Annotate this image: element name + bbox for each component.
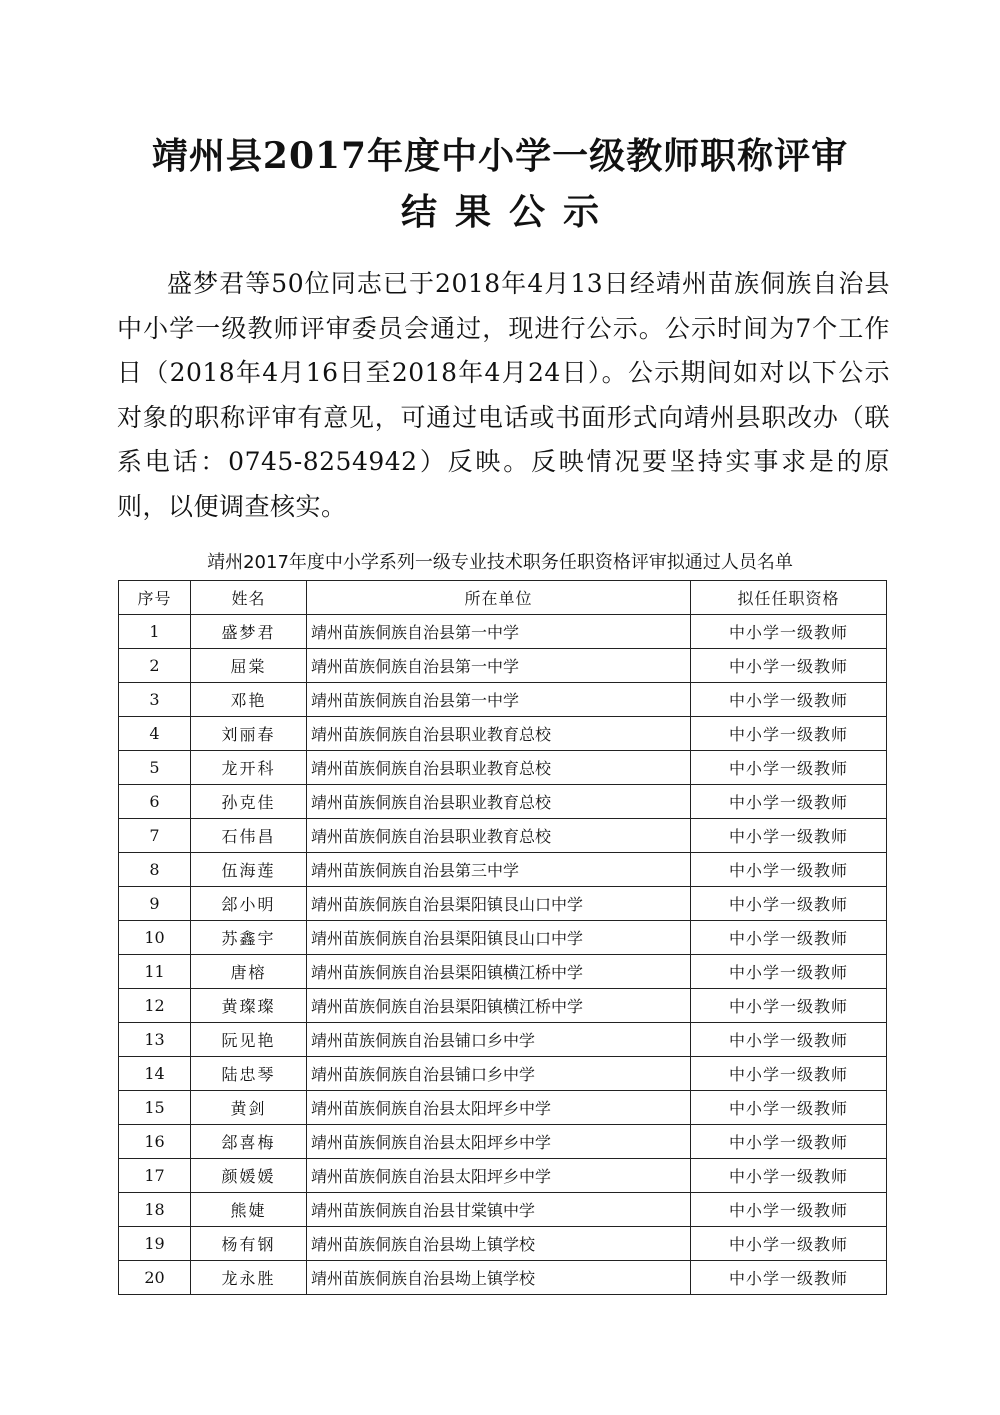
row-serial: 14 [119, 1057, 191, 1091]
row-unit: 靖州苗族侗族自治县第一中学 [307, 615, 691, 649]
row-name: 唐榕 [191, 955, 307, 989]
table-row [119, 887, 887, 921]
intro-paragraph: 盛梦君等50位同志已于2018年4月13日经靖州苗族侗族自治县中小学一级教师评审委员会通过，现进行公示。公示时间为7个工作日（2018年4月16日至2018年4月24日）。公示期间如对以下公示对象的职称评审有意见，可通过电话或书面形式向靖州县职改办（联系电话：0745-8254942）反映。反映情况要坚持实事求是的原则，以便调查核实。 [117, 269, 890, 521]
table-row [119, 717, 887, 751]
row-name: 龙开科 [191, 751, 307, 785]
row-unit: 靖州苗族侗族自治县职业教育总校 [307, 751, 691, 785]
row-qualification: 中小学一级教师 [691, 955, 887, 989]
row-name: 刘丽春 [191, 717, 307, 751]
table-row [119, 1091, 887, 1125]
table-header-row [119, 581, 887, 615]
table-row [119, 819, 887, 853]
table-row [119, 649, 887, 683]
row-serial: 11 [119, 955, 191, 989]
row-name: 石伟昌 [191, 819, 307, 853]
row-unit: 靖州苗族侗族自治县坳上镇学校 [307, 1261, 691, 1295]
row-serial: 9 [119, 887, 191, 921]
table-row [119, 683, 887, 717]
row-name: 陆忠琴 [191, 1057, 307, 1091]
row-qualification: 中小学一级教师 [691, 989, 887, 1023]
header-serial: 序号 [119, 581, 191, 615]
row-name: 苏鑫宇 [191, 921, 307, 955]
row-unit: 靖州苗族侗族自治县第一中学 [307, 683, 691, 717]
document-title: 靖州县2017年度中小学一级教师职称评审 [151, 135, 849, 177]
row-name: 伍海莲 [191, 853, 307, 887]
roster-table [118, 580, 887, 1295]
row-name: 龙永胜 [191, 1261, 307, 1295]
row-unit: 靖州苗族侗族自治县渠阳镇艮山口中学 [307, 887, 691, 921]
row-name: 孙克佳 [191, 785, 307, 819]
table-row [119, 1261, 887, 1295]
row-unit: 靖州苗族侗族自治县职业教育总校 [307, 717, 691, 751]
row-qualification: 中小学一级教师 [691, 1057, 887, 1091]
row-qualification: 中小学一级教师 [691, 1125, 887, 1159]
row-qualification: 中小学一级教师 [691, 853, 887, 887]
row-unit: 靖州苗族侗族自治县渠阳镇横江桥中学 [307, 989, 691, 1023]
row-serial: 6 [119, 785, 191, 819]
row-serial: 17 [119, 1159, 191, 1193]
table-row [119, 1057, 887, 1091]
row-unit: 靖州苗族侗族自治县甘棠镇中学 [307, 1193, 691, 1227]
row-serial: 1 [119, 615, 191, 649]
row-serial: 15 [119, 1091, 191, 1125]
row-serial: 7 [119, 819, 191, 853]
row-name: 阮见艳 [191, 1023, 307, 1057]
row-serial: 13 [119, 1023, 191, 1057]
row-serial: 10 [119, 921, 191, 955]
row-qualification: 中小学一级教师 [691, 1193, 887, 1227]
table-row [119, 955, 887, 989]
row-name: 邓艳 [191, 683, 307, 717]
table-row [119, 921, 887, 955]
row-unit: 靖州苗族侗族自治县渠阳镇横江桥中学 [307, 955, 691, 989]
row-name: 杨有钢 [191, 1227, 307, 1261]
table-row [119, 785, 887, 819]
row-name: 颜媛媛 [191, 1159, 307, 1193]
row-qualification: 中小学一级教师 [691, 1159, 887, 1193]
row-name: 屈棠 [191, 649, 307, 683]
header-qualification: 拟任任职资格 [691, 581, 887, 615]
row-qualification: 中小学一级教师 [691, 1091, 887, 1125]
row-serial: 4 [119, 717, 191, 751]
row-name: 熊婕 [191, 1193, 307, 1227]
row-serial: 19 [119, 1227, 191, 1261]
row-qualification: 中小学一级教师 [691, 1227, 887, 1261]
row-serial: 18 [119, 1193, 191, 1227]
row-name: 盛梦君 [191, 615, 307, 649]
table-body [119, 615, 887, 1295]
row-name: 郐喜梅 [191, 1125, 307, 1159]
row-unit: 靖州苗族侗族自治县坳上镇学校 [307, 1227, 691, 1261]
header-unit: 所在单位 [307, 581, 691, 615]
row-unit: 靖州苗族侗族自治县第三中学 [307, 853, 691, 887]
row-qualification: 中小学一级教师 [691, 751, 887, 785]
row-unit: 靖州苗族侗族自治县太阳坪乡中学 [307, 1159, 691, 1193]
row-unit: 靖州苗族侗族自治县太阳坪乡中学 [307, 1091, 691, 1125]
row-serial: 16 [119, 1125, 191, 1159]
row-unit: 靖州苗族侗族自治县渠阳镇艮山口中学 [307, 921, 691, 955]
row-qualification: 中小学一级教师 [691, 683, 887, 717]
table-row [119, 1159, 887, 1193]
row-qualification: 中小学一级教师 [691, 785, 887, 819]
table-caption: 靖州2017年度中小学系列一级专业技术职务任职资格评审拟通过人员名单 [207, 552, 793, 573]
table-row [119, 1023, 887, 1057]
table-row [119, 1227, 887, 1261]
row-serial: 5 [119, 751, 191, 785]
row-unit: 靖州苗族侗族自治县太阳坪乡中学 [307, 1125, 691, 1159]
row-unit: 靖州苗族侗族自治县职业教育总校 [307, 819, 691, 853]
row-qualification: 中小学一级教师 [691, 649, 887, 683]
document-subtitle: 结果公示 [400, 191, 617, 233]
row-qualification: 中小学一级教师 [691, 921, 887, 955]
row-name: 黄剑 [191, 1091, 307, 1125]
row-name: 郐小明 [191, 887, 307, 921]
row-serial: 8 [119, 853, 191, 887]
row-qualification: 中小学一级教师 [691, 717, 887, 751]
row-serial: 20 [119, 1261, 191, 1295]
row-name: 黄璨璨 [191, 989, 307, 1023]
header-name: 姓名 [191, 581, 307, 615]
row-qualification: 中小学一级教师 [691, 1261, 887, 1295]
row-serial: 12 [119, 989, 191, 1023]
table-row [119, 615, 887, 649]
row-unit: 靖州苗族侗族自治县铺口乡中学 [307, 1023, 691, 1057]
row-serial: 3 [119, 683, 191, 717]
row-qualification: 中小学一级教师 [691, 887, 887, 921]
table-row [119, 751, 887, 785]
table-row [119, 1125, 887, 1159]
row-qualification: 中小学一级教师 [691, 819, 887, 853]
table-row [119, 853, 887, 887]
row-unit: 靖州苗族侗族自治县铺口乡中学 [307, 1057, 691, 1091]
row-unit: 靖州苗族侗族自治县第一中学 [307, 649, 691, 683]
table-row [119, 989, 887, 1023]
row-qualification: 中小学一级教师 [691, 1023, 887, 1057]
row-serial: 2 [119, 649, 191, 683]
table-row [119, 1193, 887, 1227]
row-qualification: 中小学一级教师 [691, 615, 887, 649]
row-unit: 靖州苗族侗族自治县职业教育总校 [307, 785, 691, 819]
